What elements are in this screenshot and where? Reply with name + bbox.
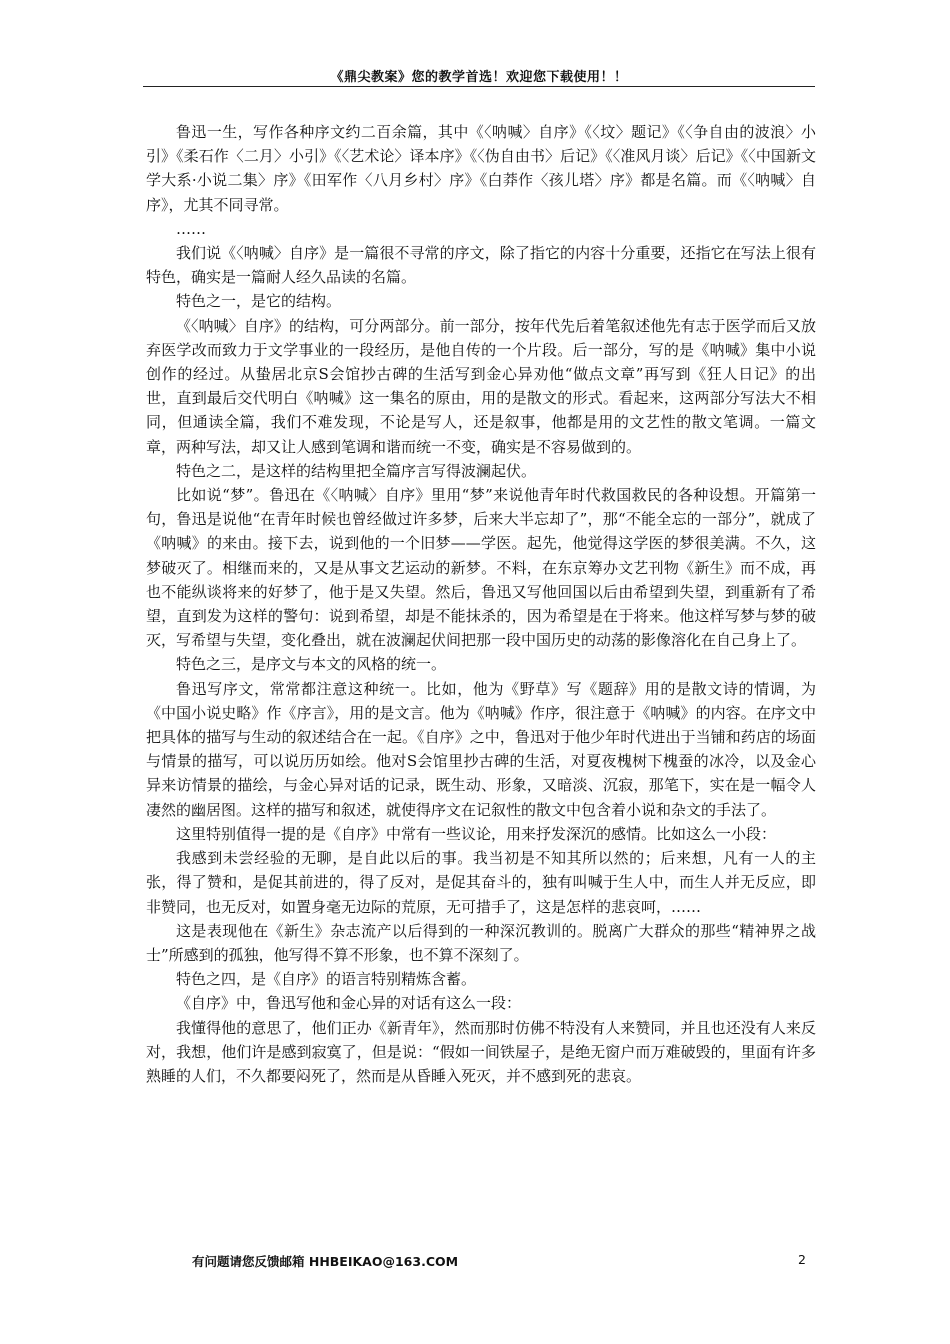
page-header-title: 《鼎尖教案》您的教学首选！欢迎您下载使用！！ <box>330 70 628 85</box>
header-divider <box>143 86 815 87</box>
ellipsis-line: …… <box>176 219 206 238</box>
paragraph-style: 鲁迅写序文，常常都注意这种统一。比如，他为《野草》写《题辞》用的是散文诗的情调，为《中国小说史略》作《序言》，用的是文言。他为《呐喊》作序，很注意于《呐喊》的内容。在序文中把具体的描写与生动的叙述结合在一起。《自序》之中，鲁迅对于他少年时代进出于当铺和药店的场面与情景的描写，可以说历历如绘。他对S会馆里抄古碑的生活，对夏夜槐树下槐蚕的冰冷，以及金心异来访情景的描绘，与金心异对话的记录，既生动、形象，又暗淡、沉寂，那笔下，实在是一幅令人凄然的幽居图。这样的描写和叙述，就使得序文在记叙性的散文中包含着小说和杂文的手法了。 <box>146 679 816 819</box>
paragraph-lesson: 这是表现他在《新生》杂志流产以后得到的一种深沉教训的。脱离广大群众的那些“精神界之战士”所感到的孤独，他写得不算不形象，也不算不深刻了。 <box>146 921 816 964</box>
feature-three-heading: 特色之三，是序文与本文的风格的统一。 <box>176 655 447 674</box>
paragraph-2: 我们说《〈呐喊〉自序》是一篇很不寻常的序文，除了指它的内容十分重要，还指它在写法上很有特色，确实是一篇耐人经久品读的名篇。 <box>146 244 816 287</box>
feature-four-heading: 特色之四，是《自序》的语言特别精炼含蓄。 <box>176 970 477 989</box>
feature-one-heading: 特色之一，是它的结构。 <box>176 292 342 311</box>
feature-two-heading: 特色之二，是这样的结构里把全篇序言写得波澜起伏。 <box>176 461 537 480</box>
paragraph-dialogue-intro: 《自序》中，鲁迅写他和金心异的对话有这么一段： <box>176 994 522 1013</box>
page-number: 2 <box>798 1252 806 1267</box>
paragraph-dream: 比如说“梦”。鲁迅在《〈呐喊〉自序》里用“梦”来说他青年时代救国救民的各种设想。开篇第一句，鲁迅是说他“在青年时候也曾经做过许多梦，后来大半忘却了”，那“不能全忘的一部分”，就成了《呐喊》的来由。接下去，说到他的一个旧梦——学医。起先，他觉得这学医的梦很美满。不久，这梦破灭了。相继而来的，又是从事文艺运动的新梦。不料，在东京筹办文艺刊物《新生》而不成，再也不能纵谈将来的好梦了，他于是又失望。然后，鲁迅又写他回国以后由希望到失望，到重新有了希望，直到发为这样的警句：说到希望，却是不能抹杀的，因为希望是在于将来。他这样写梦与梦的破灭，写希望与失望，变化叠出，就在波澜起伏间把那一段中国历史的动荡的影像溶化在自己身上了。 <box>146 486 816 650</box>
footer-contact: 有问题请您反馈邮箱 HHBEIKAO@163.COM <box>192 1254 459 1269</box>
paragraph-structure: 《〈呐喊〉自序》的结构，可分两部分。前一部分，按年代先后着笔叙述他先有志于医学而后又放弃医学改而致力于文学事业的一段经历，是他自传的一个片段。后一部分，写的是《呐喊》集中小说创作的经过。从蛰居北京S会馆抄古碑的生活写到金心异劝他“做点文章”再写到《狂人日记》的出世，直到最后交代明白《呐喊》这一集名的原由，用的是散文的形式。看起来，这两部分写法大不相同，但通读全篇，我们不难发现，不论是写人，还是叙事，他都是用的文艺性的散文笔调。一篇文章，两种写法，却又让人感到笔调和谐而统一不变，确实是不容易做到的。 <box>146 316 816 456</box>
quote-loneliness: 我感到未尝经验的无聊，是自此以后的事。我当初是不知其所以然的；后来想，凡有一人的主张，得了赞和，是促其前进的，得了反对，是促其奋斗的，独有叫喊于生人中，而生人并无反应，即非赞同，也无反对，如置身毫无边际的荒原，无可措手了，这是怎样的悲哀呵，…… <box>146 849 816 916</box>
paragraph-1: 鲁迅一生，写作各种序文约二百余篇，其中《〈呐喊〉自序》《〈坟〉题记》《〈争自由的波浪〉小引》《柔石作〈二月〉小引》《〈艺术论〉译本序》《〈伪自由书〉后记》《〈准风月谈〉后记》《〈中国新文学大系·小说二集〉序》《田军作〈八月乡村〉序》《白莽作〈孩儿塔〉序》都是名篇。而《〈呐喊〉自序》，尤其不同寻常。 <box>146 123 816 214</box>
document-body <box>146 120 816 1088</box>
paragraph-argument: 这里特别值得一提的是《自序》中常有一些议论，用来抒发深沉的感情。比如这么一小段： <box>176 824 777 843</box>
quote-iron-house: 我懂得他的意思了，他们正办《新青年》，然而那时仿佛不特没有人来赞同，并且也还没有人来反对，我想，他们许是感到寂寞了，但是说：“假如一间铁屋子，是绝无窗户而万难破毁的，里面有许多熟睡的人们，不久都要闷死了，然而是从昏睡入死灭，并不感到死的悲哀。 <box>146 1018 816 1085</box>
